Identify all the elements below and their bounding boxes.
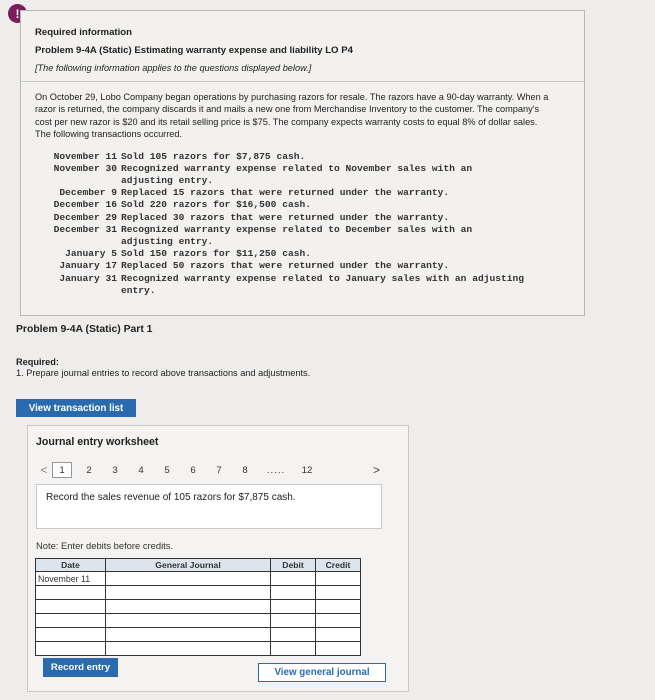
record-entry-button[interactable]: Record entry [43,658,118,677]
page-12[interactable]: 12 [301,464,313,476]
debit-cell[interactable] [271,614,316,628]
transaction-date: December 29 [53,211,117,223]
required-information-title: Required information [35,27,133,38]
transaction-date: December 9 [59,187,117,199]
general-journal-cell[interactable] [106,600,271,614]
credit-cell[interactable] [316,600,361,614]
general-journal-column-header: General Journal [106,559,271,572]
transaction-row [35,248,570,260]
transaction-date: January 17 [59,260,117,272]
divider [21,81,584,82]
journal-row [36,642,361,656]
date-cell[interactable] [36,614,106,628]
transaction-date: November 11 [53,150,117,162]
view-general-journal-button[interactable]: View general journal [258,663,386,682]
page-8[interactable]: 8 [242,464,248,476]
problem-title: Problem 9-4A (Static) Estimating warranty expense and liability LO P4 [35,45,353,56]
date-column-header: Date [36,559,106,572]
transaction-row [35,199,570,211]
entry-description: Record the sales revenue of 105 razors for $7,875 cash. [36,484,382,529]
credit-cell[interactable] [316,614,361,628]
date-cell[interactable] [36,600,106,614]
transaction-text: Sold 105 razors for $7,875 cash. [121,150,306,162]
credit-cell[interactable] [316,572,361,586]
journal-row [36,628,361,642]
transaction-row [35,151,570,163]
part-heading: Problem 9-4A (Static) Part 1 [16,324,153,335]
general-journal-cell[interactable] [106,586,271,600]
debit-column-header: Debit [271,559,316,572]
transaction-date: December 31 [53,223,117,235]
general-journal-cell[interactable] [106,642,271,656]
applies-note: [The following information applies to the questions displayed below.] [35,63,312,73]
credit-cell[interactable] [316,628,361,642]
worksheet-title: Journal entry worksheet [36,436,159,448]
transaction-list [35,151,570,297]
credit-cell[interactable] [316,642,361,656]
journal-table [35,558,361,656]
date-cell[interactable] [36,628,106,642]
transaction-row [35,163,570,187]
page-1[interactable]: 1 [52,462,72,478]
page-4[interactable]: 4 [138,464,144,476]
problem-description: On October 29, Lobo Company began operations by purchasing razors for resale. The razors have a 90-day warranty. When a razor is returned, the company discards it and mails a new one from Merchandise Inventory to the customer. The company's cost per new razor is $20 and its retail selling price is $75. The company expects warranty costs to equal 8% of dollar sales. The following transactions occurred. [35,92,549,140]
transaction-date: January 31 [59,272,117,284]
transaction-text: Recognized warranty expense related to January sales with an adjusting entry. [121,272,525,296]
prev-page-icon[interactable]: < [40,463,48,477]
general-journal-cell[interactable] [106,614,271,628]
journal-row [36,600,361,614]
transaction-date: January 5 [65,248,117,260]
transaction-row [35,273,570,297]
page-2[interactable]: 2 [86,464,92,476]
date-cell[interactable]: November 11 [36,572,106,586]
credit-column-header: Credit [316,559,361,572]
transaction-text: Recognized warranty expense related to November sales with an adjusting entry. [121,162,473,187]
debit-cell[interactable] [271,600,316,614]
next-page-icon[interactable]: > [373,463,381,477]
general-journal-cell[interactable] [106,628,271,642]
required-label: Required: [16,357,59,367]
journal-row [36,586,361,600]
transaction-text: Replaced 30 razors that were returned under the warranty. [121,211,450,223]
general-journal-cell[interactable] [106,572,271,586]
date-cell[interactable] [36,642,106,656]
page-7[interactable]: 7 [216,464,222,476]
required-information-panel [20,10,585,316]
date-cell[interactable] [36,586,106,600]
alert-icon: ! [8,4,27,23]
transaction-row [35,260,570,272]
transaction-text: Recognized warranty expense related to December sales with an adjusting entry. [121,223,473,248]
transaction-text: Sold 220 razors for $16,500 cash. [121,199,311,211]
debit-cell[interactable] [271,642,316,656]
journal-entry-worksheet [27,425,409,692]
debit-cell[interactable] [271,628,316,642]
transaction-date: December 16 [53,199,117,211]
required-instruction: 1. Prepare journal entries to record above transactions and adjustments. [16,368,311,378]
debit-cell[interactable] [271,572,316,586]
transaction-text: Sold 150 razors for $11,250 cash. [121,248,311,260]
transaction-text: Replaced 15 razors that were returned under the warranty. [121,187,450,199]
debits-note: Note: Enter debits before credits. [36,540,174,551]
page-3[interactable]: 3 [112,464,118,476]
transaction-date: November 30 [53,162,117,174]
credit-cell[interactable] [316,586,361,600]
transaction-row [35,187,570,199]
view-transaction-list-button[interactable]: View transaction list [16,399,136,417]
transaction-row [35,224,570,248]
transaction-row [35,212,570,224]
debit-cell[interactable] [271,586,316,600]
journal-row [36,614,361,628]
page-5[interactable]: 5 [164,464,170,476]
page-6[interactable]: 6 [190,464,196,476]
worksheet-pager [36,462,320,478]
journal-row [36,572,361,586]
page-ellipsis: ..... [266,464,286,476]
transaction-text: Replaced 50 razors that were returned under the warranty. [121,260,450,272]
